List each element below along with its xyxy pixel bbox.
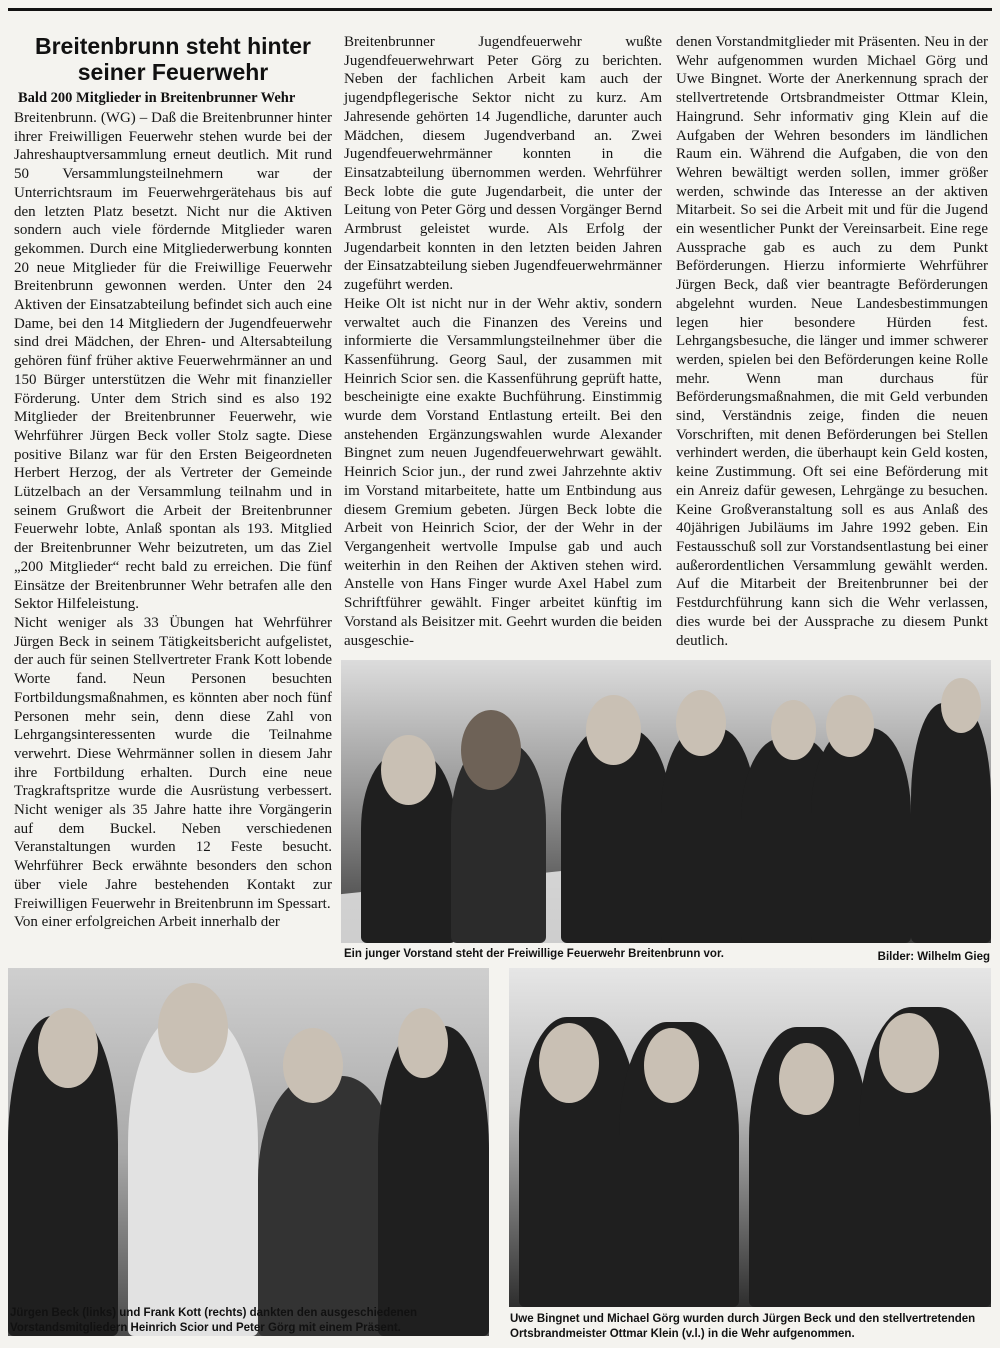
paragraph: Breitenbrunn. (WG) – Daß die Breitenbrunner hinter ihrer Freiwilligen Feuerwehr stehen wurde bei der Jahreshauptversammlung erneut deutlich. Mit rund 50 Versammlungsteilnehmern war der Unterrichtsraum im Feuerwehrgerätehaus bis auf den letzten Platz besetzt. Nicht nur die Aktiven sondern auch viele fördernde Mitglieder waren gekommen. Durch eine Mitgliederwerbung konnten 20 neue Mitglieder für die Freiwillige Feuerwehr Breitenbrunn gewonnen werden. Unter den 24 Aktiven der Einsatzabteilung befindet sich auch eine Dame, bei den 14 Mitgliedern der Jugendfeuerwehr sind drei Mädchen, der Ehren- und Altersabteilung gehören fünf früher aktive Feuerwehrmänner an und 150 Bürger unterstützen die Wehr mit finanzieller Förderung. Unter dem Strich sind es also 192 Mitglieder der Breitenbrunner Feuerwehr, wie Wehrführer Jürgen Beck voller Stolz sagte. Diese positive Bilanz war für den Ersten Beigeordneten Herbert Herzog, der als Vertreter der Gemeinde Lützelbach an der Versammlung teilnahm und in seinem Grußwort die Arbeit der Breitenbrunner Feuerwehr lobte, Anlaß spontan als 193. Mitglied der Breitenbrunner Wehr beizutreten, um das Ziel „200 Mitglieder“ recht bald zu erreichen. Die fünf Einsätze der Breitenbrunner Wehr betrafen alle den Sektor Hilfeleistung. bbox=[14, 110, 332, 613]
top-rule bbox=[8, 8, 992, 11]
headline bbox=[14, 33, 332, 85]
paragraph: Breitenbrunner Jugendfeuerwehr wußte Jugendfeuerwehrwart Peter Görg zu berichten. Neben der fachlichen Arbeit kam auch der jugendpflegerische Sektor nicht zu kurz. Am Jahresende gehörten 14 Jugendliche, darunter auch Mädchen, diesem Jugendverband an. Zwei Jugendfeuerwehrmänner konnten in die Einsatzabteilung übernommen werden. Wehrführer Beck lobte die gute Jugendarbeit, die unter der Leitung von Peter Görg und dessen Vorgänger Bernd Armbrust geleistet wurde. Als Erfolg der Jugendarbeit konnten in den letzten beiden Jahren der Einsatzabteilung sieben Jugendfeuerwehrmänner zugeführt werden. bbox=[344, 34, 662, 294]
photo-credit: Bilder: Wilhelm Gieg bbox=[877, 951, 990, 963]
headline-line-2: seiner Feuerwehr bbox=[77, 59, 269, 85]
new-members-photo bbox=[509, 968, 991, 1307]
gift-presentation-photo bbox=[8, 968, 489, 1336]
paragraph: Von einer erfolgreichen Arbeit innerhalb der bbox=[14, 914, 280, 931]
column-3-text bbox=[676, 33, 988, 650]
column-2-text bbox=[344, 33, 662, 650]
board-photo bbox=[341, 660, 991, 943]
board-photo-caption: Ein junger Vorstand steht der Freiwillige Feuerwehr Breitenbrunn vor. bbox=[344, 948, 724, 960]
column-2 bbox=[344, 33, 662, 650]
paragraph: denen Vorstandmitglieder mit Präsenten. Neu in der Wehr aufgenommen wurden Michael Görg und Uwe Bingnet. Worte der Anerkennung sprach der stellvertretende Ortsbrandmeister Ottmar Klein, Haingrund. Sehr informativ ging Klein auf die Aufgaben der Wehren besonders im ländlichen Raum ein. Während die Aufgaben, die von den Wehren bewältigt werden sollen, immer größer werden, schwinde das Interesse an der aktiven Mitarbeit. So sei die Arbeit mit und für die Jugend ein wesentlicher Punkt der Vereinsarbeit. Eine rege Aussprache gab es auch zu dem Punkt Beförderungen. Hierzu informierte Wehrführer Jürgen Beck, daß vier beantragte Beförderungen abgelehnt wurden. Neue Landesbestimmungen legen hier besondere Hürden fest. Lehrgangsbesuche, die länger und immer schwerer werden, spielen bei den Beförderungen keine Rolle mehr. Wenn man durchaus für Beförderungsmaßnahmen, die mit Geld verbunden sind, Verständnis zeige, finden die neuen Vorschriften, mit denen Beförderungen bei Stellen verhindert werden, die überhaupt kein Geld kosten, keine Zustimmung. Oft sei eine Beförderung mit ein Anreiz dafür gewesen, Lehrgänge zu besuchen. Keine Großveranstaltung soll es aus Anlaß des 40jährigen Jubiläums im Jahre 1992 geben. Ein Festausschuß soll zur Vorstandsentlastung bei einer außerordentlichen Versammlung gewählt werden. Auf die Mitarbeit der Breitenbrunner bei der Festdurchführung kann sich die Wehr verlassen, dies wurde bei der Aussprache zu diesem Punkt deutlich. bbox=[676, 34, 988, 649]
column-1 bbox=[14, 33, 332, 932]
column-1-text bbox=[14, 109, 332, 932]
subheadline: Bald 200 Mitglieder in Breitenbrunner Wehr bbox=[18, 90, 296, 106]
column-3 bbox=[676, 33, 988, 650]
new-members-caption: Uwe Bingnet und Michael Görg wurden durch Jürgen Beck und den stellvertretenden Ortsbrandmeister Ottmar Klein (v.l.) in die Wehr aufgenommen. bbox=[510, 1313, 976, 1340]
gift-presentation-caption: Jürgen Beck (links) und Frank Kott (rechts) dankten den ausgeschiedenen Vorstandsmitgliedern Heinrich Scior und Peter Görg mit einem Präsent. bbox=[10, 1307, 418, 1334]
headline-line-1: Breitenbrunn steht hinter bbox=[34, 33, 311, 59]
paragraph: Nicht weniger als 33 Übungen hat Wehrführer Jürgen Beck in seinem Tätigkeitsbericht aufgelistet, der auch für seinen Stellvertreter Frank Kott lobende Worte fand. Neun Personen besuchten Fortbildungsmaßnahmen, es könnten aber noch fünf Personen mehr sein, denn diese Zahl von Lehrgangsinteressenten wurde die Teilnahme verwehrt. Diese Wehrmänner sollen in diesem Jahr ihre Fortbildung erhalten. Durch eine neue Tragkraftspritze wurde die Ausrüstung verbessert. Nicht weniger als 35 Jahre hatte ihre Vorgängerin auf dem Buckel. Neben verschiedenen Veranstaltungen wurden 12 Feste besucht. Wehrführer Beck erwähnte besonders den schon über viele Jahre bestehenden Kontakt zur Freiwilligen Feuerwehr in Breitenbrunn im Spessart. bbox=[14, 614, 332, 912]
paragraph: Heike Olt ist nicht nur in der Wehr aktiv, sondern verwaltet auch die Finanzen des Vereins und informierte die Versammlungsteilnehmer über die Kassenführung. Georg Saul, der zusammen mit Heinrich Scior sen. die Kassenführung geprüft hatte, bescheinigte eine exakte Buchführung. Einstimmig wurde dem Vorstand Entlastung erteilt. Bei den anstehenden Ergänzungswahlen wurde Alexander Bingnet zum neuen Jugendfeuerwehrwart gewählt. Heinrich Scior jun., der rund zwei Jahrzehnte aktiv im Vorstand mitarbeitete, hatte um Entbindung aus diesem Gremium gebeten. Jürgen Beck lobte die Arbeit von Heinrich Scior, der der Wehr in der Vergangenheit wertvolle Impulse gab und auch weiterhin in den Reihen der Aktiven stehen wird. Anstelle von Hans Finger wurde Axel Habel zum Schriftführer gewählt. Finger arbeitet künftig im Vorstand als Beisitzer mit. Geehrt wurden die beiden ausgeschie- bbox=[344, 295, 662, 649]
